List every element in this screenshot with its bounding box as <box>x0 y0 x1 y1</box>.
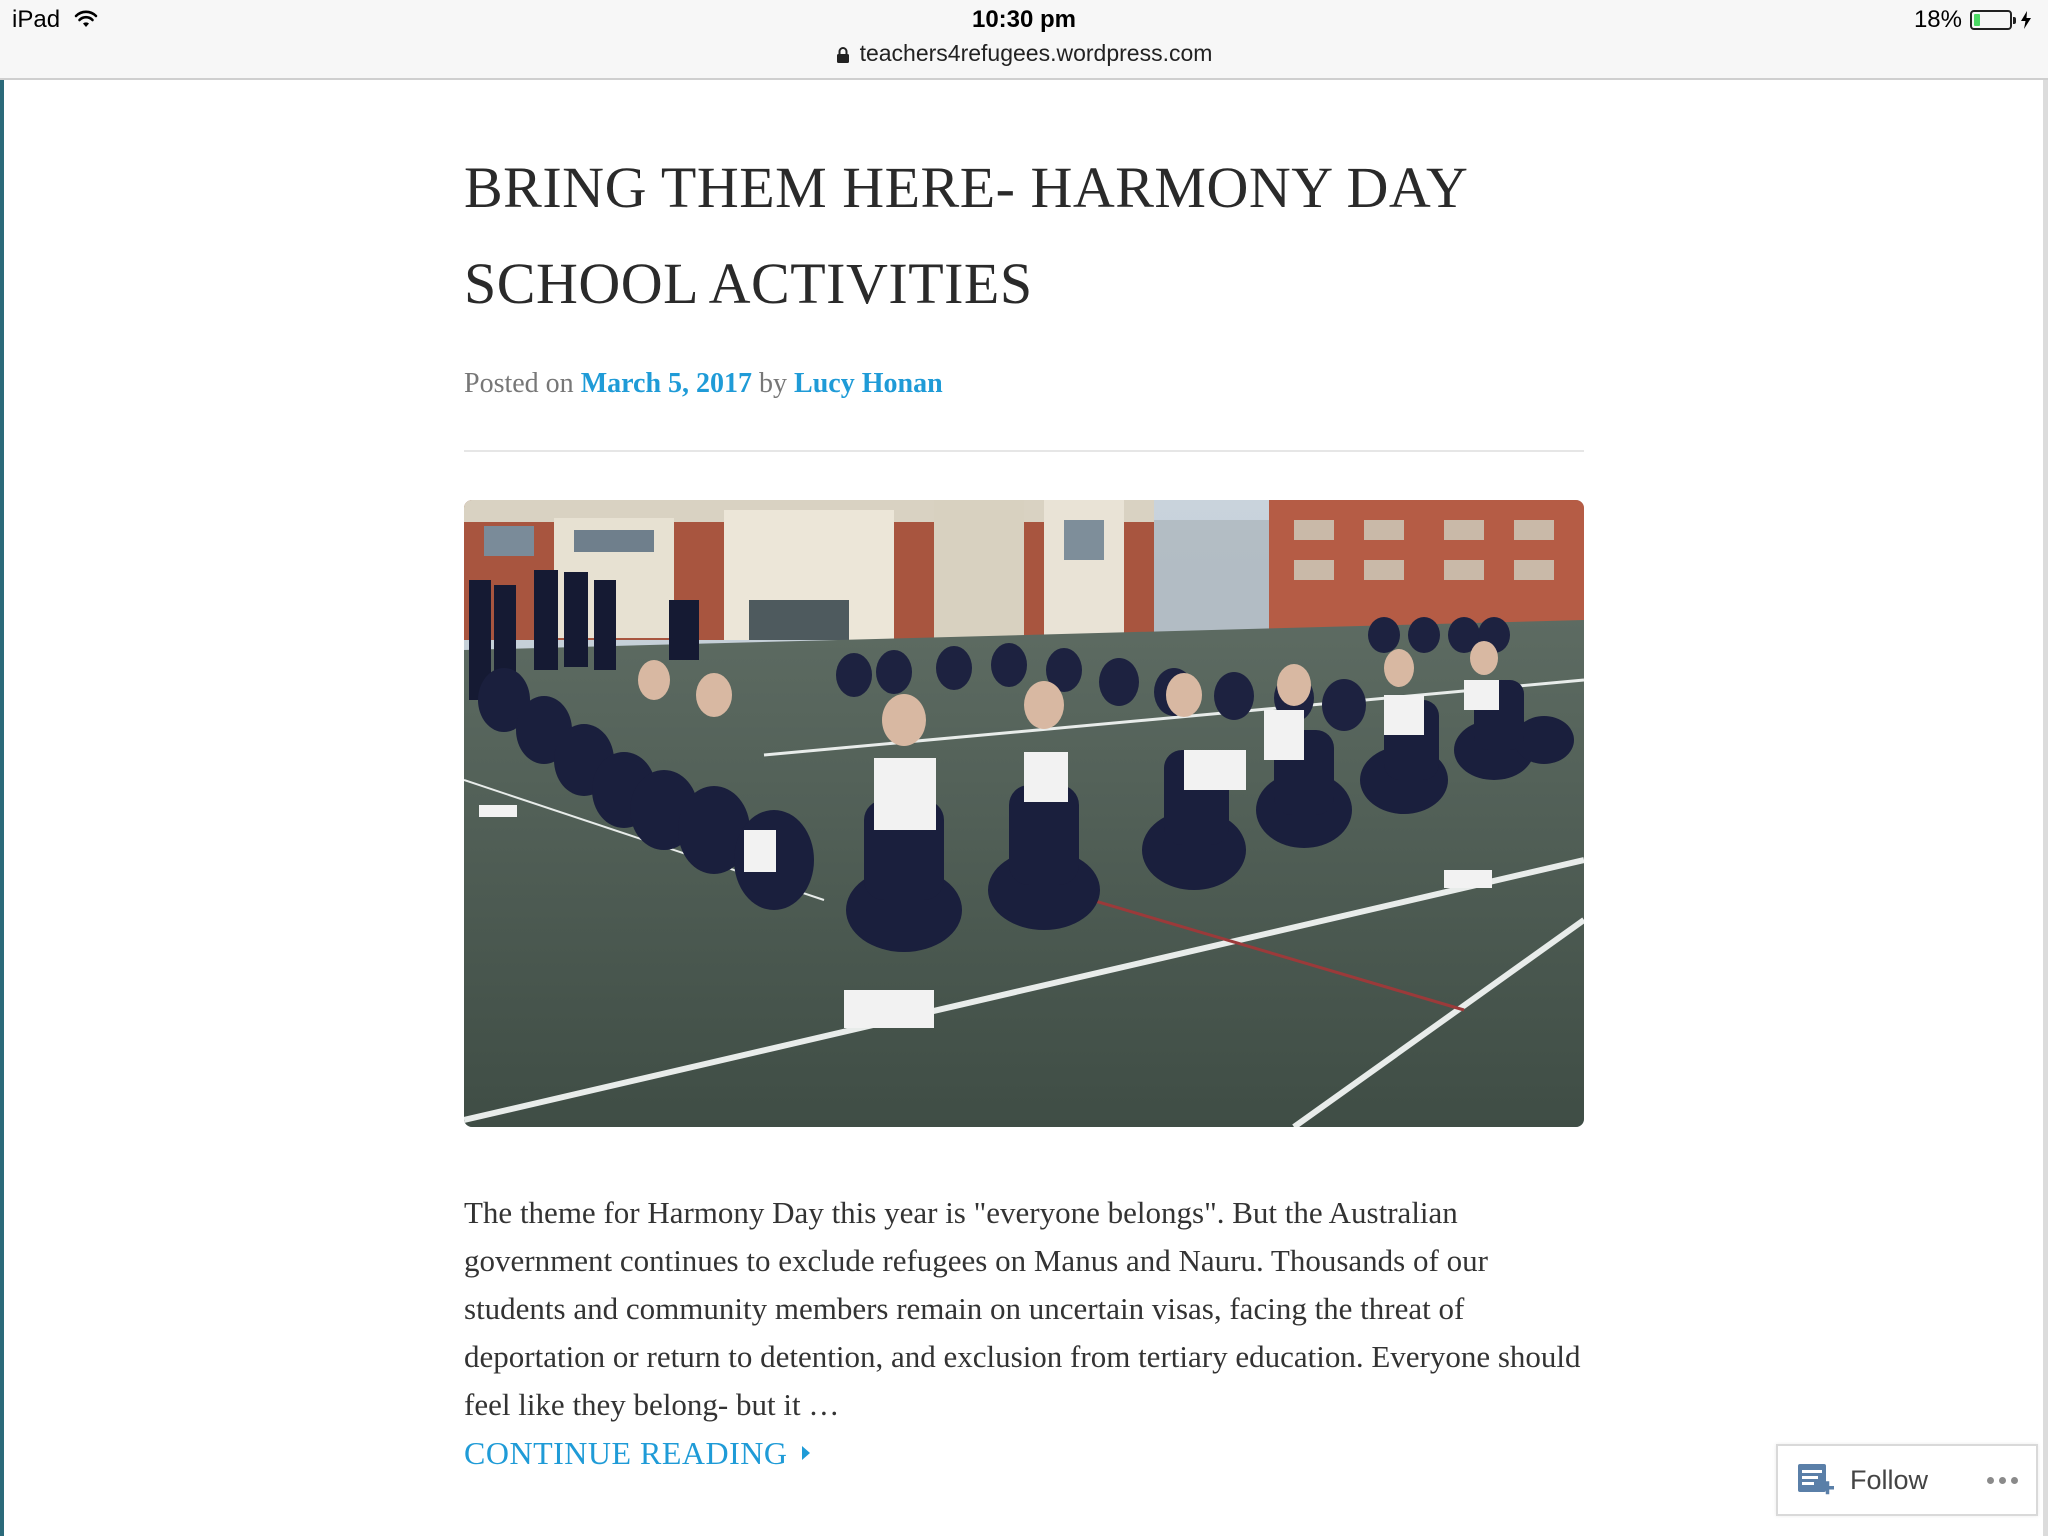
battery-level <box>1974 14 1980 26</box>
by-label: by <box>759 368 788 399</box>
continue-reading-link[interactable] <box>464 1429 810 1477</box>
browser-top-bar <box>0 0 2048 80</box>
excerpt-text: The theme for Harmony Day this year is "everyone belongs". But the Australian government continues to exclude refugees on Manus and Nauru. Thousands of our students and community members remain on uncertain visas, facing the threat of deportation or return to detention, and exclusion from tertiary education. Everyone should feel like they belong- but it … <box>464 1195 1581 1422</box>
charging-icon <box>2020 10 2032 30</box>
address-bar[interactable] <box>0 40 2048 67</box>
author-link[interactable]: Lucy Honan <box>794 368 943 399</box>
post-title[interactable]: BRING THEM HERE- HARMONY DAY SCHOOL ACTIVITIES <box>464 155 1467 316</box>
more-dots-icon[interactable] <box>1987 1477 2018 1484</box>
page-frame-left <box>0 80 4 1536</box>
continue-reading-label: CONTINUE READING <box>464 1435 788 1471</box>
meta-divider <box>464 450 1584 452</box>
post-excerpt <box>464 1189 1584 1478</box>
featured-image[interactable] <box>464 500 1584 1127</box>
lock-icon <box>836 46 850 64</box>
battery-icon <box>1970 10 2012 30</box>
chevron-right-icon <box>802 1446 810 1460</box>
follow-button[interactable]: Follow <box>1850 1464 1929 1495</box>
device-name: iPad <box>12 6 61 33</box>
post-date-link[interactable]: March 5, 2017 <box>580 368 753 399</box>
post-article <box>464 140 1584 1478</box>
posted-on-label: Posted on <box>464 368 574 399</box>
scrollbar-track[interactable] <box>2043 80 2048 1536</box>
post-meta <box>464 368 1584 400</box>
url-text: teachers4refugees.wordpress.com <box>859 40 1213 66</box>
clock: 10:30 pm <box>971 6 1077 33</box>
follow-widget[interactable] <box>1776 1444 2038 1516</box>
status-right <box>1914 6 2032 34</box>
follow-reader-icon <box>1796 1461 1836 1499</box>
battery-percent: 18% <box>1913 6 1962 33</box>
